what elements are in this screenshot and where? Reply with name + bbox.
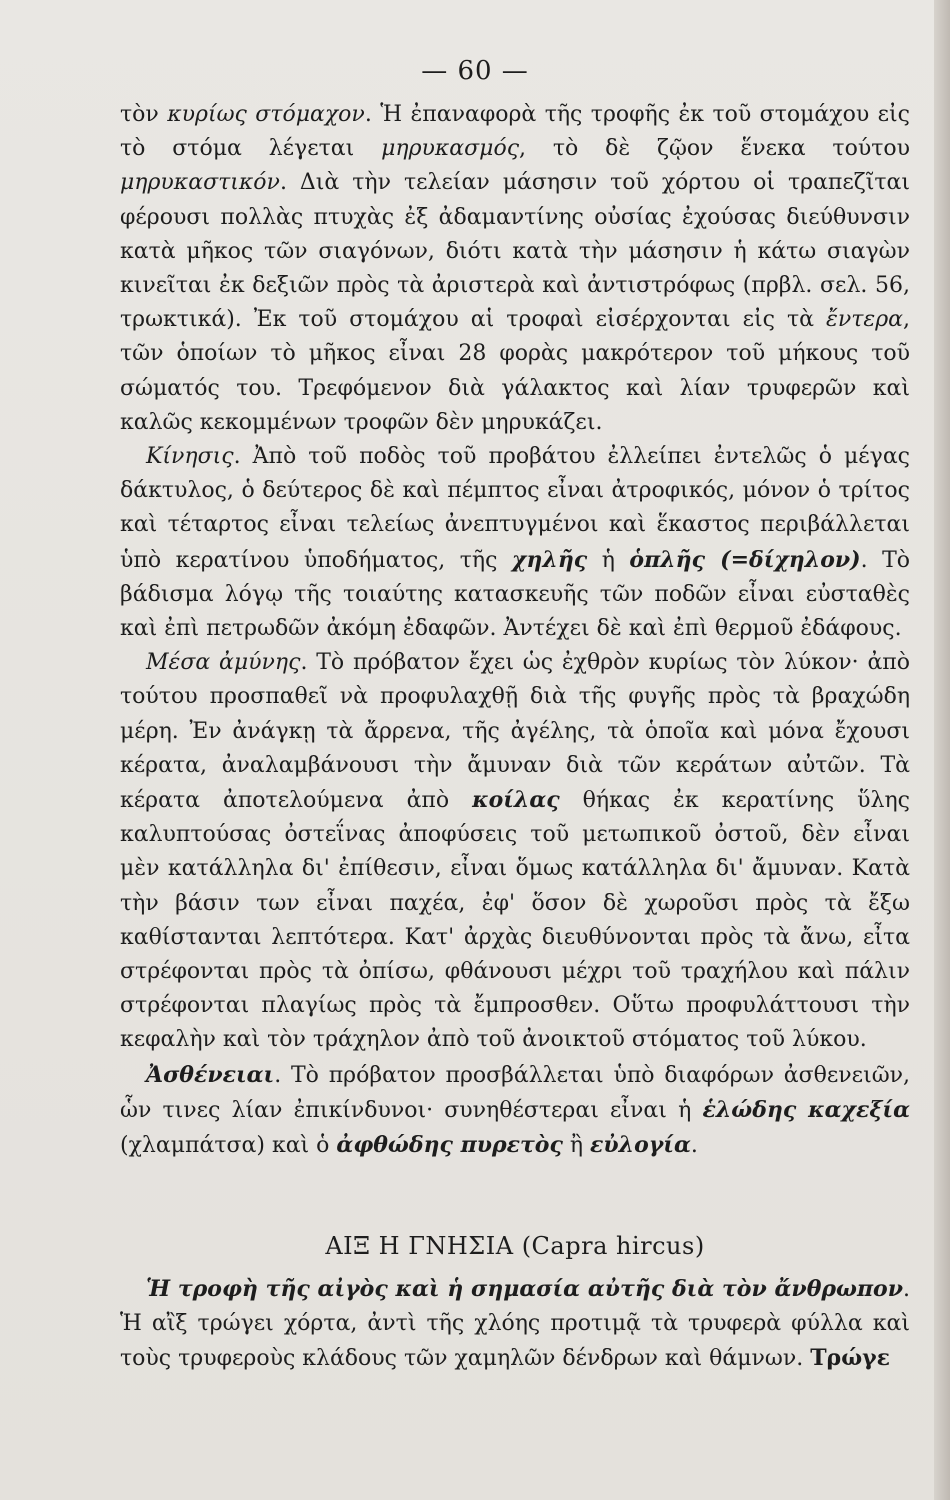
text-run: θήκας ἐκ κερατίνης ὕλης καλυπτούσας ὀστεΐνας ἀποφύσεις τοῦ μετωπικοῦ ὀστοῦ, δὲν εἶναι μὲν κατάλληλα δι' ἐπίθεσιν, εἶναι ὅμως κατάλληλα δι' ἄμυναν. Κατὰ τὴν βάσιν των εἶναι παχέα, ἐφ' ὅσον δὲ χωροῦσι πρὸς τὰ ἔξω καθίστανται λεπτότερα. Κατ' ἀρχὰς διευθύνονται πρὸς τὰ ἄνω, εἶτα στρέφονται πρὸς τὰ ὀπίσω, φθάνουσι μέχρι τοῦ τραχήλου καὶ πάλιν στρέφονται πλαγίως πρὸς τὰ ἔμπροσθεν. Οὕτω προφυλάττουσι τὴν κεφαλὴν καὶ τὸν τράχηλον ἀπὸ τοῦ ἀνοικτοῦ στόματος τοῦ λύκου.	[120, 788, 910, 1053]
text-run: (χλαμπάτσα) καὶ ὁ	[120, 1133, 337, 1159]
section-title: ΑΙΞ Η ΓΝΗΣΙΑ (Capra hircus)	[325, 1232, 705, 1260]
bold-term: Τρώγε	[810, 1345, 891, 1372]
paragraph-heading: Μέσα ἀμύνης	[146, 650, 301, 676]
bold-term: ἀφθώδης πυρετὸς	[336, 1132, 563, 1159]
text-run: τὸν	[120, 102, 168, 127]
text-run: , τὸ δὲ ζῷον ἕνεκα τούτου	[519, 136, 910, 162]
bold-term: εὐλογία	[590, 1132, 691, 1159]
paragraph-goat-food	[120, 1272, 910, 1377]
bold-term: κοίλας	[472, 787, 560, 814]
paragraph-defense	[120, 646, 910, 1057]
text-run: . Τὸ βάδισμα λόγῳ τῆς τοιαύτης κατασκευῆς τῶν ποδῶν εἶναι εὐσταθὲς καὶ ἐπὶ πετρωδῶν ἀκόμη ἐδαφῶν. Ἀντέχει δὲ καὶ ἐπὶ θερμοῦ ἐδάφους.	[120, 547, 911, 642]
paragraph-stomach	[120, 98, 910, 440]
text-run: ἢ	[562, 1133, 591, 1159]
paragraph-heading: Κίνησις	[146, 444, 234, 470]
italic-term: μηρυκασμός	[381, 136, 520, 162]
text-run: . Ἀπὸ τοῦ ποδὸς τοῦ προβάτου ἐλλείπει ἐντελῶς ὁ μέγας δάκτυλος, ὁ δεύτερος δὲ καὶ πέμπτος εἶναι ἀτροφικός, μόνον ὁ τρίτος καὶ τέταρτος εἶναι τελείως ἀνεπτυγμένοι καὶ ἕκαστος περιβάλλεται ὑπὸ κερατίνου ὑποδήματος, τῆς	[120, 444, 910, 573]
text-run: .	[690, 1133, 698, 1159]
text-run: . Τὸ πρόβατον ἔχει ὡς ἐχθρὸν κυρίως τὸν λύκον· ἀπὸ τούτου προσπαθεῖ νὰ προφυλαχθῇ διὰ τῆς φυγῆς πρὸς τὰ βραχώδη μέρη. Ἐν ἀνάγκῃ τὰ ἄρρενα, τῆς ἀγέλης, τὰ ὁποῖα καὶ μόνα ἔχουσι κέρατα, ἀναλαμβάνουσι τὴν ἄμυναν διὰ τῶν κεράτων αὐτῶν. Τὰ κέρατα ἀποτελούμενα ἀπὸ	[120, 650, 911, 814]
paragraph-heading: Ἀσθένειαι	[146, 1061, 275, 1088]
text-run: , τῶν ὁποίων τὸ μῆκος εἶναι 28 φορὰς μακρότερον τοῦ μήκους τοῦ σώματός του. Τρεφόμενον διὰ γάλακτος καὶ λίαν τρυφερῶν καὶ καλῶς κεκομμένων τροφῶν δὲν μηρυκάζει.	[120, 307, 910, 435]
italic-term: μηρυκαστικόν	[120, 170, 280, 196]
text-run: ἡ	[587, 547, 630, 573]
page-number: — 60 —	[421, 56, 529, 86]
text-run: . Ἡ αἲξ τρώγει χόρτα, ἀντὶ τῆς χλόης προτιμᾷ τὰ τρυφερὰ φύλλα καὶ τοὺς τρυφεροὺς κλάδους τῶν χαμηλῶν δένδρων καὶ θάμνων.	[120, 1277, 910, 1372]
text-run: . Ἡ ἐπαναφορὰ τῆς τροφῆς ἐκ τοῦ στομάχου εἰς τὸ στόμα λέγεται	[120, 102, 910, 162]
italic-term: ἔντερα	[826, 307, 903, 333]
body-text-top	[120, 98, 910, 1163]
paragraph-heading: Ἡ τροφὴ τῆς αἰγὸς καὶ ἡ σημασία αὐτῆς διὰ τὸν ἄνθρωπον	[146, 1276, 903, 1302]
bold-term: ὁπλῆς (=δίχηλον)	[629, 546, 861, 573]
text-run: . Τὸ πρόβατον προσβάλλεται ὑπὸ διαφόρων ἀσθενειῶν, ὧν τινες λίαν ἐπικίνδυνοι· συνηθέστεραι εἶναι ἡ	[120, 1062, 910, 1123]
page-edge-shadow	[934, 0, 950, 1500]
bold-term: χηλῆς	[511, 546, 588, 573]
bold-term: ἑλώδης καχεξία	[702, 1096, 911, 1123]
body-text-bottom	[120, 1272, 910, 1377]
paragraph-diseases	[120, 1058, 910, 1164]
text-run: . Διὰ τὴν τελείαν μάσησιν τοῦ χόρτου οἱ τραπεζῖται φέρουσι πολλὰς πτυχὰς ἐξ ἀδαμαντίνης οὐσίας ἐχούσας διεύθυνσιν κατὰ μῆκος τῶν σιαγόνων, διότι κατὰ τὴν μάσησιν ἡ κάτω σιαγὼν κινεῖται ἐκ δεξιῶν πρὸς τὰ ἀριστερὰ καὶ ἀντιστρόφως (πρβλ. σελ. 56, τρωκτικά). Ἐκ τοῦ στομάχου αἱ τροφαὶ εἰσέρχονται εἰς τὰ	[120, 170, 910, 333]
italic-term: κυρίως στόμαχον	[167, 102, 365, 127]
paragraph-movement	[120, 440, 910, 646]
